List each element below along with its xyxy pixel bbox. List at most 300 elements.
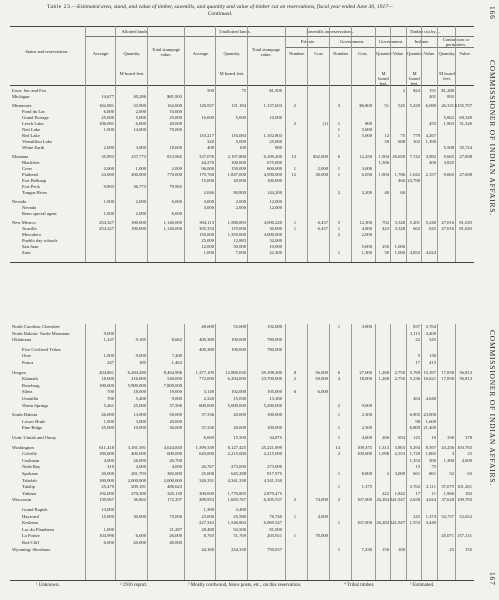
- reservation-name: Roseburg: [22, 382, 40, 388]
- table-cell: 545: [429, 337, 436, 343]
- footnote-4: ⁴ Tribal timber.: [344, 583, 375, 588]
- table-cell: 6,000: [103, 109, 114, 114]
- table-cell: 14,677: [101, 94, 114, 99]
- table-cell: 25,000: [201, 471, 214, 476]
- table-cell: 25,479: [101, 484, 114, 490]
- table-cell: 800: [365, 121, 372, 126]
- table-cell: 139,967: [99, 497, 114, 503]
- table-cell: 21,400: [423, 425, 436, 431]
- table-cell: 1,000: [394, 244, 405, 249]
- table-cell: 119,000: [231, 226, 246, 231]
- table-cell: 26,284: [376, 497, 389, 503]
- table-cell: 1,268: [378, 376, 389, 382]
- table-row: [10, 360, 474, 366]
- header-private-cost: Cost.: [314, 51, 324, 56]
- table-cell: 104,996: [99, 533, 114, 539]
- table-cell: 80,800: [233, 190, 246, 195]
- table-cell: 25,000: [201, 238, 214, 243]
- table-cell: 4,267: [425, 133, 436, 138]
- reservation-name: North Dakota: Turtle Mountain: [12, 330, 70, 336]
- table-cell: 3,000: [203, 205, 214, 210]
- table-row: [10, 478, 474, 484]
- table-cell: 75: [431, 464, 436, 470]
- table-cell: 209,181: [131, 484, 146, 490]
- table-cell: 2,879,475: [263, 490, 282, 496]
- table-cell: 1,000: [103, 199, 114, 204]
- table-cell: 37,075: [441, 484, 454, 490]
- table-cell: 14: [335, 444, 340, 450]
- reservation-name: Lower Brule: [22, 418, 46, 424]
- table-cell: 55,000: [233, 324, 246, 329]
- table-row: [10, 464, 474, 470]
- running-title-bottom: COMMISSIONER OF INDIAN AFFAIRS.: [488, 330, 497, 486]
- table-cell: 2,750: [394, 369, 405, 375]
- table-cell: 6,000: [317, 389, 328, 395]
- table-cell: 1: [337, 546, 340, 552]
- header-unallotted: Unallotted lands.: [219, 29, 251, 34]
- header-indians: Indians.: [414, 39, 430, 44]
- reservation-name: Warm Springs: [22, 402, 49, 408]
- table-cell: 1,000: [103, 127, 114, 132]
- table-cell: 6,809: [409, 425, 420, 431]
- table-row: [10, 491, 474, 497]
- table-cell: 222: [382, 490, 389, 496]
- table-cell: 50,000: [169, 412, 182, 418]
- header-gov-cost: Cost.: [358, 51, 368, 56]
- table-cell: 1,776,805: [227, 490, 246, 496]
- table-cell: 40: [384, 190, 389, 195]
- table-cell: 2,000: [171, 166, 182, 171]
- table-cell: 162,081: [99, 103, 114, 108]
- reservation-name: Red Cliff: [22, 540, 40, 545]
- table-row: [10, 458, 474, 464]
- table-cell: 30,000: [269, 226, 282, 231]
- table-cell: 4,024,840: [163, 444, 182, 450]
- reservation-name: Spokane: [22, 471, 38, 476]
- table-cell: 18,000: [359, 376, 372, 382]
- table-cell: 4,590,000: [263, 172, 282, 177]
- section-divider: [10, 262, 474, 263]
- table-cell: 15,397: [423, 369, 436, 375]
- header-government-cut: Government.: [378, 39, 404, 44]
- header-contractors-value: Value.: [459, 51, 471, 56]
- table-cell: 179,760: [199, 172, 214, 177]
- reservation-name: Mescalero: [22, 232, 42, 237]
- table-cell: 2: [402, 88, 405, 93]
- table-cell: 2: [337, 232, 340, 237]
- table-cell: 34,875: [269, 435, 282, 440]
- table-cell: 25,000: [269, 139, 282, 144]
- table-cell: 254,327: [99, 226, 114, 231]
- page-number-bottom: 167: [488, 572, 497, 586]
- table-cell: 12,000: [269, 205, 282, 210]
- table-cell: 1,377,109: [195, 369, 214, 375]
- table-cell: 4,341,330: [263, 477, 282, 483]
- table-cell: 2,000: [135, 199, 146, 204]
- reservation-name: Flathead: [22, 172, 38, 177]
- table-cell: 50,000: [233, 244, 246, 249]
- table-cell: 30,000: [315, 172, 328, 177]
- table-cell: 18,000: [133, 389, 146, 395]
- table-cell: 81,045: [459, 226, 472, 231]
- table-cell: 26,000: [133, 457, 146, 463]
- table-cell: 15,500: [233, 435, 246, 440]
- table-cell: 7,000: [235, 250, 246, 255]
- table-cell: 1,600: [425, 418, 436, 424]
- table-cell: 415: [429, 360, 436, 365]
- reservation-name: Nett Lake: [22, 127, 41, 132]
- reservation-name: Yakima: [22, 490, 37, 496]
- header-acreage-allotted: Acreage.: [92, 51, 110, 56]
- table-cell: 12,300: [359, 220, 372, 225]
- table-cell: 1: [337, 520, 340, 526]
- table-row: [10, 353, 474, 359]
- table-cell: 15,000: [201, 178, 214, 183]
- reservation-name: Siletz: [22, 389, 33, 395]
- table-cell: 102: [413, 139, 420, 144]
- table-cell: 52: [449, 471, 454, 476]
- table-cell: 4,852: [409, 250, 420, 255]
- table-cell: 3,000: [394, 471, 405, 476]
- header-government: Government.: [339, 39, 365, 44]
- header-stumpage-unallotted: Total stumpage value.: [251, 47, 281, 58]
- table-cell: 1,098: [378, 451, 389, 457]
- table-cell: 770,000: [167, 172, 182, 177]
- table-cell: 5,000: [361, 133, 372, 138]
- table-row: [10, 376, 474, 382]
- table-cell: 2: [337, 190, 340, 195]
- table-cell: 180,000: [99, 451, 114, 457]
- table-row: [10, 520, 474, 526]
- table-cell: 6,284,280: [127, 369, 146, 375]
- table-cell: 289,953: [199, 497, 214, 503]
- table-cell: 5,900,000: [127, 382, 146, 388]
- table-cell: 26,000: [101, 412, 114, 418]
- table-cell: 12: [291, 172, 296, 177]
- table-cell: 2,300: [361, 425, 372, 431]
- table-cell: 6,395,537: [263, 497, 282, 503]
- table-cell: 6,050: [361, 172, 372, 177]
- table-cell: 1,904: [378, 172, 389, 177]
- table-cell: 9,000: [135, 353, 146, 359]
- table-cell: 203,921: [267, 533, 282, 539]
- table-row: [10, 527, 474, 533]
- table-cell: 326,331: [199, 477, 214, 483]
- table-row: [10, 533, 474, 539]
- table-cell: 1,247: [103, 337, 114, 343]
- table-cell: 69,349: [459, 115, 472, 120]
- footnote-1: ¹ Unknown.: [36, 583, 60, 588]
- table-cell: 1,966: [443, 490, 454, 496]
- table-row: [10, 484, 474, 490]
- table-row: [10, 547, 474, 553]
- reservation-name: Hayward: [22, 513, 39, 519]
- table-cell: 645,288: [231, 471, 246, 476]
- table-cell: 837: [413, 324, 420, 329]
- table-cell: 9,185: [135, 337, 146, 343]
- reservation-name: Ponca: [22, 360, 34, 365]
- table-cell: 341,947: [390, 520, 405, 526]
- table-cell: $24: [413, 88, 420, 93]
- table-cell: 10,000: [169, 109, 182, 114]
- table-caption: [10, 4, 430, 24]
- table-cell: 6,069,347: [263, 520, 282, 526]
- table-cell: 1: [337, 250, 340, 255]
- table-cell: 44,160: [201, 546, 214, 552]
- table-cell: 1,904: [378, 154, 389, 159]
- table-cell: 7,800,000: [163, 382, 182, 388]
- table-row: [10, 370, 474, 376]
- table-cell: 130: [429, 353, 436, 359]
- table-cell: 460: [398, 178, 405, 183]
- table-row: [10, 451, 474, 457]
- table-cell: 23,700,000: [261, 376, 282, 382]
- reservation-name: Taholah: [22, 477, 37, 483]
- table-cell: 185: [139, 360, 146, 365]
- table-cell: 3: [337, 103, 340, 108]
- table-cell: 2,111: [426, 484, 436, 490]
- footnote-3: ³ Mostly cordwood, fence posts, etc., on this reservation.: [188, 583, 302, 588]
- table-row: [10, 412, 474, 418]
- table-cell: 26,658: [392, 154, 405, 159]
- table-cell: 180,000: [131, 220, 146, 225]
- table-cell: 39: [384, 139, 389, 144]
- table-cell: 20,000: [233, 412, 246, 418]
- table-cell: 1,462: [171, 360, 182, 365]
- table-cell: 6,437: [317, 220, 328, 225]
- table-cell: 861: [429, 471, 436, 476]
- table-cell: 273,000: [267, 464, 282, 470]
- table-cell: 1,546,863: [227, 520, 246, 526]
- table-cell: 423: [382, 226, 389, 231]
- table-cell: 9,893: [103, 184, 114, 189]
- table-cell: 3,764: [425, 324, 436, 329]
- table-cell: 8,464,906: [163, 369, 182, 375]
- table-cell: 216,000: [131, 376, 146, 382]
- running-title-top: COMMISSIONER OF INDIAN AFFAIRS.: [488, 60, 497, 216]
- table-cell: 608: [398, 139, 405, 144]
- table-cell: 8,662: [171, 337, 182, 343]
- table-cell: 16,000: [201, 115, 214, 120]
- table-cell: 109,783: [457, 497, 472, 503]
- table-cell: 6,905: [409, 412, 420, 418]
- table-cell: 1,350,000: [227, 232, 246, 237]
- table-cell: 625: [429, 226, 436, 231]
- table-cell: 12,869,030: [225, 369, 246, 375]
- table-cell: 6,109,200: [263, 154, 282, 159]
- header-indians-value: Value.: [423, 51, 436, 56]
- unit-label-indians: M board feet.: [409, 71, 420, 87]
- table-cell: 3,000: [135, 418, 146, 424]
- table-cell: 35,724: [459, 145, 472, 150]
- table-cell: 22: [415, 337, 420, 343]
- table-cell: 2,000: [103, 145, 114, 150]
- table-cell: 48,000: [201, 324, 214, 329]
- table-cell: 13,000: [133, 412, 146, 418]
- reservation-name: Wyoming: Shoshone: [12, 546, 51, 552]
- table-cell: 3,000: [361, 324, 372, 329]
- table-cell: 25: [449, 546, 454, 552]
- table-cell: 25,221,699: [261, 444, 282, 450]
- table-cell: 5: [417, 353, 420, 359]
- table-cell: 2,215,000: [227, 451, 246, 457]
- table-cell: $6,800: [359, 103, 372, 108]
- header-contractors: Contractors or permittees.: [442, 37, 470, 48]
- table-cell: 25,000: [101, 115, 114, 120]
- table-cell: 2,000: [135, 211, 146, 216]
- table-cell: 266: [382, 435, 389, 440]
- table-cell: 5,461: [103, 402, 114, 408]
- table-cell: 15: [415, 464, 420, 470]
- table-cell: 545: [398, 103, 405, 108]
- table-row: [10, 347, 474, 353]
- table-cell: 5,000: [135, 115, 146, 120]
- table-row: [10, 94, 474, 100]
- table-row: [10, 425, 474, 431]
- table-cell: 2,215,000: [263, 451, 282, 457]
- table-cell: 1,685,767: [227, 497, 246, 503]
- table-cell: 17,838: [441, 369, 454, 375]
- table-cell: 620,000: [199, 451, 214, 457]
- table-cell: 25,580: [233, 513, 246, 519]
- table-cell: 162,600: [167, 103, 182, 108]
- table-cell: 5,236: [409, 376, 420, 382]
- table-body-lower: [10, 324, 474, 580]
- table-cell: 400: [207, 145, 214, 150]
- table-cell: 30,000: [101, 471, 114, 476]
- table-cell: 26,700: [169, 457, 182, 463]
- table-cell: $1,280: [441, 88, 454, 93]
- table-cell: 13,000: [101, 507, 114, 512]
- table-cell: 1,963: [443, 121, 454, 126]
- table-cell: 7,742: [409, 154, 420, 159]
- table-cell: 3,000: [203, 199, 214, 204]
- table-cell: 1,375: [361, 484, 372, 490]
- table-cell: 3,400: [425, 330, 436, 336]
- table-cell: 772,000: [199, 376, 214, 382]
- reservation-name: Klamath: [22, 376, 38, 382]
- table-cell: 9,000: [171, 396, 182, 401]
- reservation-name: Otoe: [22, 353, 31, 359]
- reservation-name: Blackfeet: [22, 160, 40, 165]
- table-cell: 192,000: [267, 324, 282, 329]
- table-cell: 1,373: [425, 513, 436, 519]
- table-cell: 1,000: [103, 418, 114, 424]
- table-cell: 100,000: [267, 412, 282, 418]
- reservation-name: Wisconsin: [12, 497, 32, 503]
- table-cell: 780,000: [267, 337, 282, 343]
- reservation-name: Crow: [22, 166, 33, 171]
- table-cell: 10,621: [423, 376, 436, 382]
- table-cell: 79,965: [169, 184, 182, 189]
- reservation-name: New Mexico: [12, 220, 36, 225]
- table-cell: 2,000: [135, 109, 146, 114]
- table-cell: 5,000: [235, 115, 246, 120]
- table-cell: 281,793: [131, 471, 146, 476]
- reservation-name: Oklahoma: [12, 337, 32, 343]
- table-cell: 2,000: [317, 166, 328, 171]
- table-cell: 600,000: [199, 402, 214, 408]
- table-cell: 2,000: [103, 166, 114, 171]
- table-cell: 14,000: [133, 127, 146, 132]
- table-row: [10, 211, 474, 217]
- table-cell: 270,300: [131, 490, 146, 496]
- table-cell: 23,790: [407, 178, 420, 183]
- table-cell: 8,000: [361, 471, 372, 476]
- table-cell: 400,380: [199, 337, 214, 343]
- table-cell: 27,698: [459, 154, 472, 159]
- table-cell: 2: [337, 402, 340, 408]
- table-cell: 1,137,603: [263, 103, 282, 108]
- table-cell: 76,740: [269, 513, 282, 519]
- table-cell: 2,658: [409, 497, 420, 503]
- table-cell: 20,000: [233, 425, 246, 431]
- table-cell: 1,268: [378, 369, 389, 375]
- table-body-upper: [10, 88, 474, 260]
- table-cell: 3,449: [425, 520, 436, 526]
- table-cell: 234,330: [231, 546, 246, 552]
- reservation-name: Colville: [22, 451, 37, 457]
- table-cell: 17: [415, 490, 420, 496]
- table-caption-text: —Estimated area, stand, and value of timber, sawmills, and quantity and value of timber cut on reservations, fiscal year ended June 30, 1917—: [72, 4, 394, 10]
- table-cell: 5,290,000: [263, 402, 282, 408]
- table-cell: 3,149: [203, 389, 214, 395]
- table-cell: 155: [465, 546, 472, 552]
- table-cell: 36,773: [133, 184, 146, 189]
- table-cell: 2,750: [394, 376, 405, 382]
- unit-label-allotted: M board feet.: [119, 71, 145, 76]
- table-cell: 1: [337, 121, 340, 126]
- table-cell: 21,287: [169, 526, 182, 532]
- table-row: [10, 389, 474, 395]
- table-cell: 2,300: [361, 412, 372, 418]
- table-cell: 6,000: [103, 540, 114, 545]
- table-cell: 75,000: [169, 513, 182, 519]
- table-cell: 341,947: [390, 497, 405, 503]
- table-cell: 26,331: [441, 103, 454, 108]
- table-cell: 675,000: [267, 160, 282, 165]
- reservation-name: Nevada: [12, 199, 27, 204]
- table-row: [10, 435, 474, 441]
- table-cell: 1: [337, 484, 340, 490]
- reservation-name: Five Civilized Tribes: [22, 346, 61, 352]
- table-cell: 702: [382, 220, 389, 225]
- table-cell: 800: [275, 145, 282, 150]
- table-cell: 6: [337, 369, 340, 375]
- table-cell: 190,000: [231, 337, 246, 343]
- table-cell: 1,842: [394, 490, 405, 496]
- table-cell: 750,037: [267, 546, 282, 552]
- table-cell: 1: [337, 435, 340, 440]
- table-cell: 1,000: [135, 166, 146, 171]
- table-cell: 101,261: [457, 484, 472, 490]
- table-cell: 4,600: [461, 457, 472, 463]
- table-cell: 1: [337, 133, 340, 138]
- reservation-name: North Carolina: Cherokee: [12, 324, 60, 329]
- table-cell: 1,865: [425, 451, 436, 457]
- table-cell: 40,286: [133, 94, 146, 99]
- table-cell: 92,500: [233, 526, 246, 532]
- table-cell: 1,042: [409, 172, 420, 177]
- table-cell: 2,000,000: [127, 477, 146, 483]
- table-cell: 700: [107, 396, 114, 401]
- table-cell: 4,000: [361, 435, 372, 440]
- table-cell: 5,240: [425, 220, 436, 225]
- table-cell: 23,000: [423, 412, 436, 418]
- reservation-name: Grand Portage: [22, 115, 49, 120]
- table-cell: 1,580,883: [227, 220, 246, 225]
- table-cell: 1,300: [361, 250, 372, 255]
